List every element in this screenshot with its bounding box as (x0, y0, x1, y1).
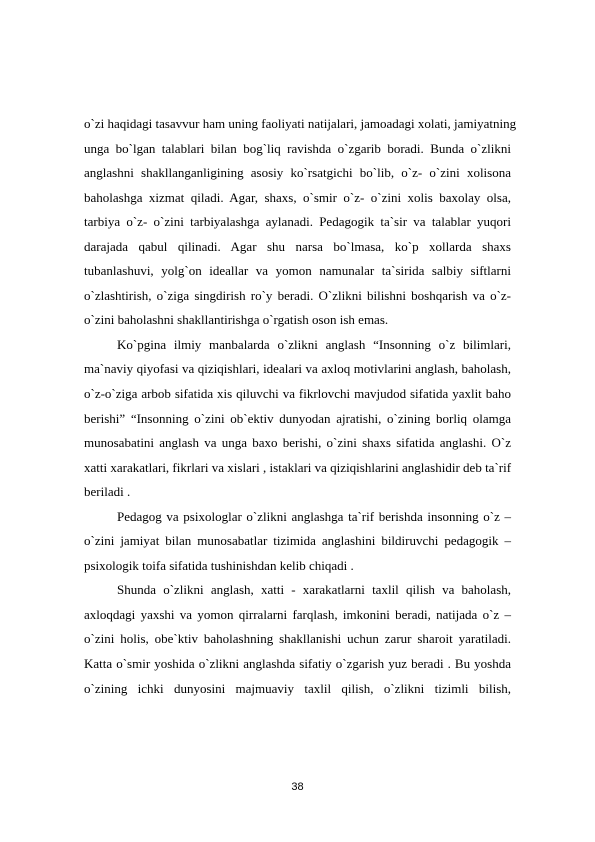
text-line: Katta o`smir yoshida o`zlikni anglashda sifatiy o`zgarish yuz beradi . Bu yoshda (84, 656, 511, 672)
text-line: munosabatini anglash va unga baxo berishi, o`zini shaxs sifatida anglashi. O`z (84, 435, 511, 451)
text-line: psixologik toifa sifatida tushinishdan kelib chiqadi . (84, 557, 354, 573)
text-line: Ko`pgina ilmiy manbalarda o`zlikni anglash “Insonning o`z bilimlari, (117, 336, 511, 352)
text-line: o`zini holis, obe`ktiv baholashning shakllanishi uchun zarur sharoit yaratiladi. (84, 631, 511, 647)
text-line: axloqdagi yaxshi va yomon qirralarni farqlash, imkonini beradi, natijada o`z – (84, 606, 511, 622)
text-line: o`zlashtirish, o`ziga singdirish ro`y beradi. O`zlikni bilishni boshqarish va o`z- (84, 287, 511, 303)
text-line: o`zini baholashni shakllantirishga o`rgatish oson ish emas. (84, 312, 389, 328)
text-line: o`zini jamiyat bilan munosabatlar tizimida anglashini bildiruvchi pedagogik – (84, 533, 511, 549)
text-line: anglashni shakllanganligining asosiy ko`rsatgichi bo`lib, o`z- o`zini xolisona (84, 165, 511, 181)
page-number: 38 (291, 781, 304, 793)
text-line: tarbiya o`z- o`zini tarbiyalashga aylanadi. Pedagogik ta`sir va talablar yuqori (84, 214, 511, 230)
text-line: baholashga xizmat qiladi. Agar, shaxs, o`smir o`z- o`zini xolis baxolay olsa, (84, 189, 511, 205)
text-line: tubanlashuvi, yolg`on ideallar va yomon namunalar ta`sirida salbiy siftlarni (84, 263, 511, 279)
text-line: o`zi haqidagi tasavvur ham uning faoliyati natijalari, jamoadagi xolati, jamiyatning (84, 116, 517, 131)
text-line: Shunda o`zlikni anglash, xatti - xarakatlarni taxlil qilish va baholash, (117, 582, 511, 598)
body-text (84, 112, 517, 701)
text-line: o`z-o`ziga arbob sifatida xis qiluvchi va fikrlovchi mavjudod sifatida yaxlit baho (84, 386, 511, 402)
text-line: darajada qabul qilinadi. Agar shu narsa bo`lmasa, ko`p xollarda shaxs (84, 238, 511, 254)
text-line: berishi” “Insonning o`zini ob`ektiv dunyodan ajratishi, o`zining borliq olamga (84, 410, 511, 426)
text-line: beriladi . (84, 484, 131, 500)
text-line: unga bo`lgan talablari bilan bog`liq ravishda o`zgarib boradi. Bunda o`zlikni (84, 140, 511, 156)
text-line: o`zining ichki dunyosini majmuaviy taxlil qilish, o`zlikni tizimli bilish, (84, 680, 511, 696)
text-line: xatti xarakatlari, fikrlari va xislari , istaklari va qiziqishlarini anglashidir deb ta`rif (84, 459, 512, 475)
text-line: ma`naviy qiyofasi va qiziqishlari, idealari va axloq motivlarini anglash, baholash, (84, 361, 511, 377)
text-line: Pedagog va psixologlar o`zlikni anglashga ta`rif berishda insonning o`z – (117, 508, 511, 524)
